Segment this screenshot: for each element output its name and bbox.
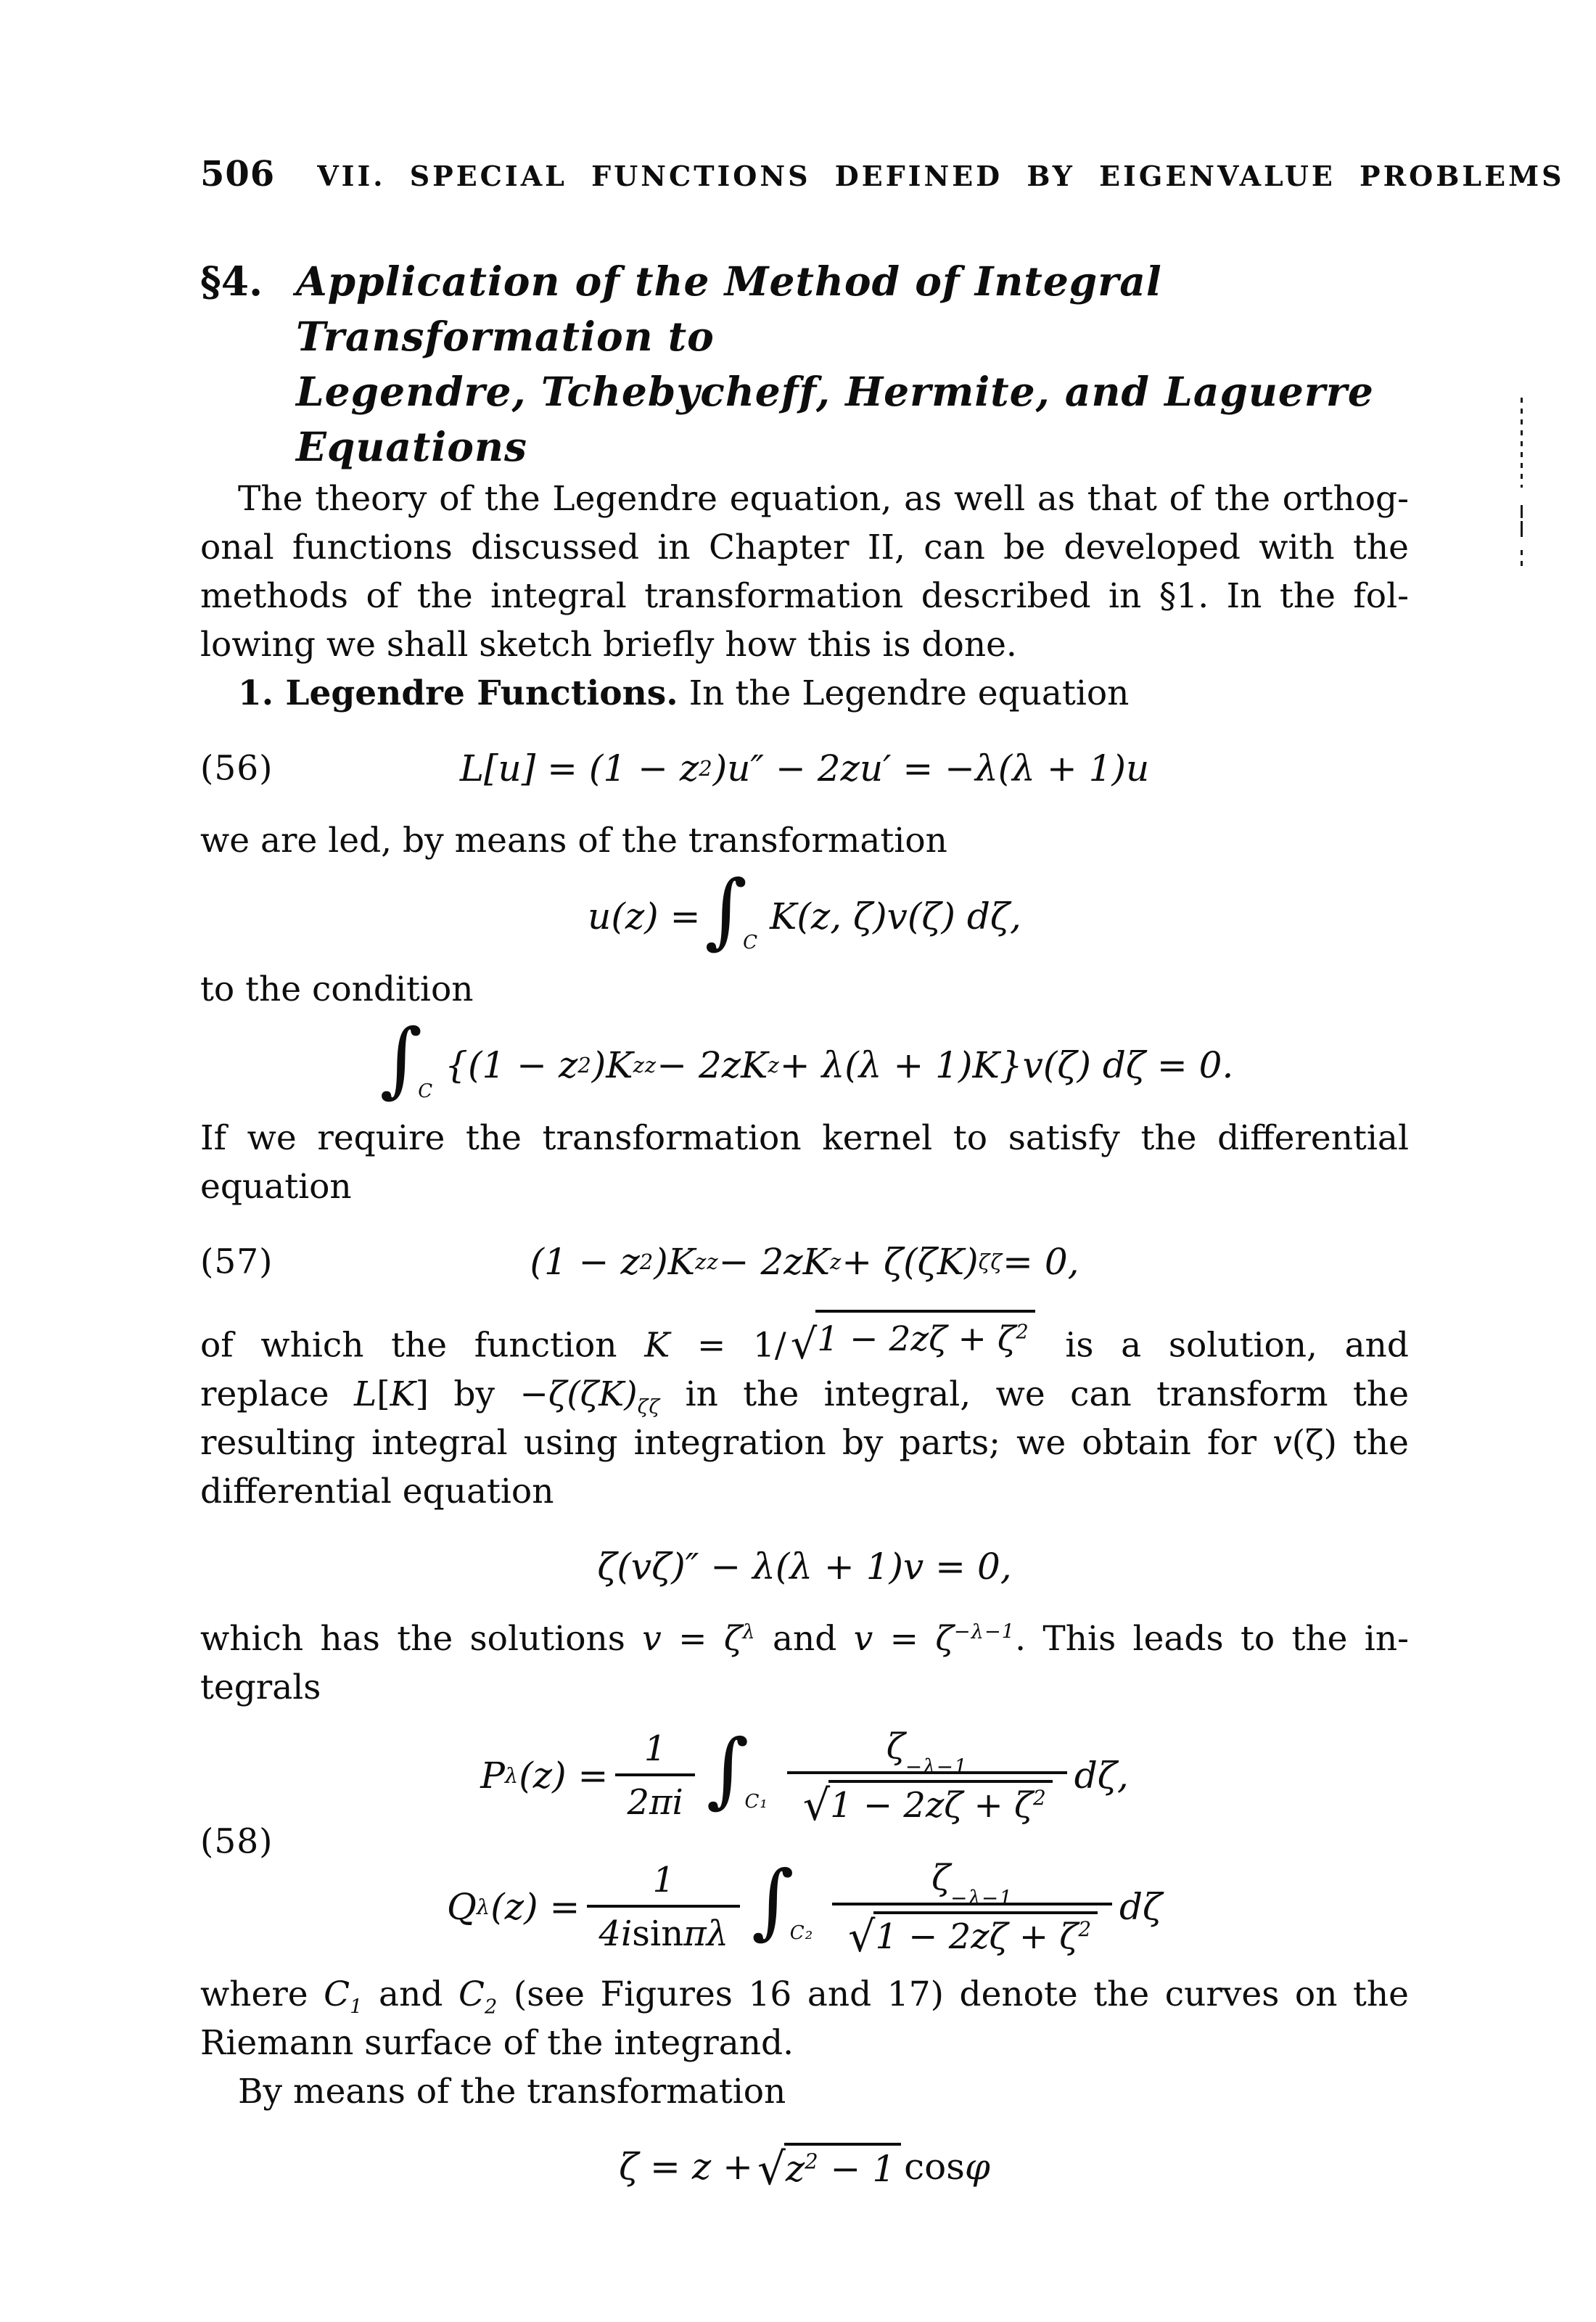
integral: [752, 1853, 818, 1949]
paragraph-solutions: [200, 1615, 1409, 1712]
text-run: and: [363, 1974, 458, 2014]
math-run: v: [642, 1618, 662, 1659]
fraction-denominator: [787, 1771, 1067, 1831]
equation-condition: [200, 1012, 1409, 1107]
integral: [379, 1012, 438, 1107]
equation-56: [200, 737, 1409, 800]
text-run: If we require the transformation kernel to satisfy the differential: [200, 1118, 1409, 1158]
equation-transformation: [200, 863, 1409, 958]
equation-number: (57): [200, 1242, 273, 1282]
text-line: [200, 2019, 1409, 2067]
text-run: ζ = z +: [619, 2145, 753, 2188]
text-line: [200, 620, 1409, 669]
subscript: 2: [484, 1995, 498, 2019]
text-run: ζ: [931, 1857, 951, 1898]
radicand: [873, 1911, 1098, 1957]
text-line: [200, 965, 1409, 1014]
text-run: 2πi: [627, 1782, 683, 1823]
section-label: §4.: [200, 258, 263, 305]
text-line: [200, 1970, 1409, 2019]
math-run: φ: [964, 2145, 990, 2188]
math-run: L: [353, 1374, 377, 1414]
text-line: [200, 1615, 1409, 1663]
fraction-denominator: [832, 1903, 1112, 1962]
math-run: K: [390, 1374, 416, 1414]
text-run: =: [873, 1618, 936, 1659]
text-run: z: [785, 2148, 805, 2191]
equation-number: (58): [200, 1821, 273, 1862]
scan-artifact-segment: [1521, 505, 1523, 537]
text-run: = 1/: [670, 1325, 786, 1366]
section-title-line2: Legendre, Tchebycheff, Hermite, and Laguerre Equations: [296, 368, 1374, 470]
text-run: =: [661, 1618, 724, 1659]
text-run: )u″ − 2zu′ = −λ(λ + 1)u: [712, 747, 1150, 789]
equation-body: [588, 863, 1021, 958]
text-run: of which the function: [200, 1325, 645, 1366]
text-run: (ζ) the: [1291, 1422, 1409, 1463]
radicand: [784, 2143, 901, 2190]
text-run: Q: [446, 1886, 477, 1929]
equation-row: Q λ (z) = 1 4i sin πλ ∫ C₂ ζ −λ−1 √ $1 - 2z\zeta + \zeta^2$ dζ: [446, 1853, 1163, 1962]
equation-v: [200, 1535, 1409, 1599]
math-run: −ζ(ζK): [519, 1374, 638, 1414]
superscript: 2: [1078, 1916, 1093, 1941]
section-title-line1: Application of the Method of Integral Transformation to: [296, 258, 1162, 360]
text-line: [200, 1370, 1409, 1419]
running-head: [200, 154, 1565, 194]
text-line: [200, 816, 1409, 865]
square-root: [789, 1310, 1035, 1369]
text-line: [200, 523, 1409, 572]
fraction-denominator: [615, 1773, 694, 1823]
text-run: P: [480, 1755, 505, 1797]
text-line: [200, 572, 1409, 620]
text-line: [200, 475, 1409, 523]
text-run: resulting integral using integration by parts; we obtain for: [200, 1422, 1273, 1463]
integral-limit: C: [743, 932, 759, 953]
fraction: [587, 1860, 740, 1954]
text-run: 1 − 2zζ + ζ: [875, 1916, 1079, 1957]
text-run: − 2zK: [718, 1241, 830, 1283]
text-run: (z) =: [490, 1886, 580, 1929]
integral-icon: ∫: [752, 1853, 794, 1949]
math-run: v: [1272, 1422, 1292, 1463]
equation-body: [619, 2143, 990, 2196]
text-run: where: [200, 1974, 324, 2014]
scan-artifact-segment: [1521, 550, 1523, 569]
fraction: [615, 1728, 694, 1823]
text-run: ζ: [886, 1726, 905, 1767]
text-run: methods of the integral transformation described in §1. In the fol-: [200, 576, 1409, 616]
text-run: 1: [643, 1728, 667, 1770]
text-line: [200, 2067, 1409, 2116]
integral-icon: ∫: [704, 863, 748, 958]
text-run: Riemann surface of the integrand.: [200, 2022, 794, 2063]
text-run: to the condition: [200, 969, 474, 1009]
text-run: (see Figures 16 and 17) denote the curves on the: [498, 1974, 1409, 2014]
radical-icon: √: [802, 1781, 831, 1831]
bold-run: 1. Legendre Functions.: [238, 673, 678, 713]
text-run: [: [377, 1374, 390, 1414]
roman-run: sin: [632, 1913, 684, 1955]
superscript: λ: [742, 1620, 756, 1643]
equation-body: (1 − z 2 )K zz − 2zK z + ζ(ζK) ζζ = 0,: [530, 1241, 1079, 1283]
text-run: + λ(λ + 1)K}v(ζ) dζ = 0.: [779, 1044, 1234, 1086]
text-run: tegrals: [200, 1667, 321, 1707]
integral-limit: C₂: [789, 1922, 814, 1945]
text-run: − 1: [818, 2148, 896, 2191]
text-run: in the integral, we can transform the: [660, 1374, 1410, 1414]
text-run: 4i: [598, 1913, 633, 1955]
text-run: u(z) =: [588, 895, 701, 938]
radicand: [828, 1780, 1053, 1826]
radical-icon: √: [757, 2143, 786, 2196]
fraction-denominator: [587, 1905, 740, 1954]
subscript: ζζ: [637, 1395, 661, 1419]
paragraph-kernel: [200, 1114, 1409, 1211]
math-run: C: [324, 1974, 350, 2014]
math-run: v: [853, 1618, 873, 1659]
square-root: [847, 1911, 1098, 1962]
superscript: 2: [805, 2149, 819, 2174]
text-run: equation: [200, 1167, 352, 1207]
fraction-numerator: [633, 1728, 678, 1773]
fraction-numerator: ζ −λ−1: [931, 1857, 1013, 1910]
text-run: and: [755, 1618, 854, 1659]
roman-run: cos: [904, 2145, 965, 2188]
integral: [704, 863, 762, 958]
paragraph-to-the-condition: [200, 965, 1409, 1014]
paragraph-where: [200, 1970, 1409, 2116]
superscript: 2: [1033, 1785, 1047, 1810]
text-run: πλ: [683, 1913, 729, 1955]
text-run: (z) =: [519, 1755, 609, 1797]
text-run: 1 − 2zζ + ζ: [830, 1784, 1034, 1826]
radical-icon: √: [848, 1912, 876, 1962]
square-root: [756, 2143, 901, 2196]
text-run: + ζ(ζK): [842, 1241, 979, 1283]
text-run: we are led, by means of the transformation: [200, 821, 947, 861]
math-run: 1 − 2zζ + ζ: [817, 1319, 1016, 1359]
text-run: dζ,: [1074, 1755, 1129, 1797]
text-run: replace: [200, 1374, 354, 1414]
subscript: 1: [350, 1995, 363, 2019]
text-run: 1: [652, 1860, 675, 1901]
integral: [706, 1722, 773, 1818]
text-run: . This leads to the in-: [1015, 1618, 1409, 1659]
text-run: dζ: [1119, 1886, 1163, 1929]
equation-body: L[u] = (1 − z 2 )u″ − 2zu′ = −λ(λ + 1)u: [459, 747, 1150, 789]
content: [200, 475, 1409, 2199]
math-run: K: [644, 1325, 670, 1366]
text-line: [200, 1467, 1409, 1516]
text-run: L[u] = (1 − z: [459, 747, 699, 789]
equation-body: [597, 1546, 1011, 1588]
radical-icon: √: [790, 1319, 818, 1369]
text-run: {(1 − z: [445, 1044, 578, 1086]
equation-58: [200, 1722, 1409, 1962]
text-line: [200, 1419, 1409, 1467]
text-run: K(z, ζ)v(ζ) dζ,: [770, 895, 1021, 938]
text-line: [200, 1162, 1409, 1211]
equation-57: [200, 1230, 1409, 1294]
running-head-title: VII. SPECIAL FUNCTIONS DEFINED BY EIGENVALUE PROBLEMS: [317, 160, 1565, 192]
scan-artifact-segment: [1521, 398, 1523, 488]
paragraph-intro: [200, 475, 1409, 669]
square-root: [802, 1780, 1053, 1831]
text-run: which has the solutions: [200, 1618, 643, 1659]
math-run: ζ: [723, 1618, 743, 1659]
text-run: ζ(vζ)″ − λ(λ + 1)v = 0,: [597, 1545, 1012, 1588]
text-run: is a solution, and: [1037, 1325, 1410, 1366]
text-line: [200, 1663, 1409, 1712]
scan-artifact-dotted-line: [1521, 398, 1523, 569]
text-run: lowing we shall sketch briefly how this is done.: [200, 625, 1017, 665]
math-run: C: [458, 1974, 485, 2014]
section-title: [296, 254, 1409, 475]
integral-limit: C: [418, 1080, 434, 1102]
radicand: [815, 1310, 1034, 1363]
math-run: ζ: [935, 1618, 954, 1659]
fraction-numerator: ζ −λ−1: [886, 1726, 968, 1779]
section-heading: [200, 254, 1409, 475]
text-run: The theory of the Legendre equation, as well as that of the orthog-: [238, 479, 1409, 519]
integral-icon: ∫: [379, 1012, 423, 1107]
equation-body: ∫ C {(1 − z 2 )K zz − 2zK z + λ(λ + 1)K}v(ζ) dζ = 0.: [379, 1012, 1234, 1107]
text-run: )K: [591, 1044, 633, 1086]
text-run: ] by: [415, 1374, 520, 1414]
text-run: In the Legendre equation: [678, 673, 1130, 713]
text-line: [200, 1310, 1409, 1370]
superscript: 2: [1016, 1321, 1029, 1344]
equation-row: P λ (z) = $\frac{1}{2\pi i}$ ∫ C₁ ζ −λ−1 √ $1 - 2z\zeta + \zeta^2$ dζ,: [480, 1722, 1129, 1831]
page-number: 506: [200, 154, 276, 194]
paragraph-legendre-functions: [200, 669, 1409, 718]
paragraph-we-are-led: [200, 816, 1409, 865]
text-run: = 0,: [1003, 1241, 1079, 1283]
text-run: By means of the transformation: [238, 2071, 786, 2112]
text-line: [200, 1114, 1409, 1162]
superscript: −λ−1: [953, 1620, 1016, 1643]
fraction: [832, 1857, 1112, 1962]
equation-zeta: [200, 2135, 1409, 2199]
text-run: − 2zK: [657, 1044, 768, 1086]
equation-number: (56): [200, 748, 273, 789]
paragraph-solution: [200, 1310, 1409, 1516]
integral-limit: C₁: [744, 1791, 768, 1813]
fraction-numerator: [641, 1860, 687, 1905]
text-line: [200, 669, 1409, 718]
text-run: onal functions discussed in Chapter II, can be developed with the: [200, 528, 1409, 567]
text-run: )K: [654, 1241, 696, 1283]
text-run: (1 − z: [530, 1241, 640, 1283]
integral-icon: ∫: [706, 1722, 749, 1818]
text-run: differential equation: [200, 1471, 554, 1511]
fraction: [787, 1726, 1067, 1831]
